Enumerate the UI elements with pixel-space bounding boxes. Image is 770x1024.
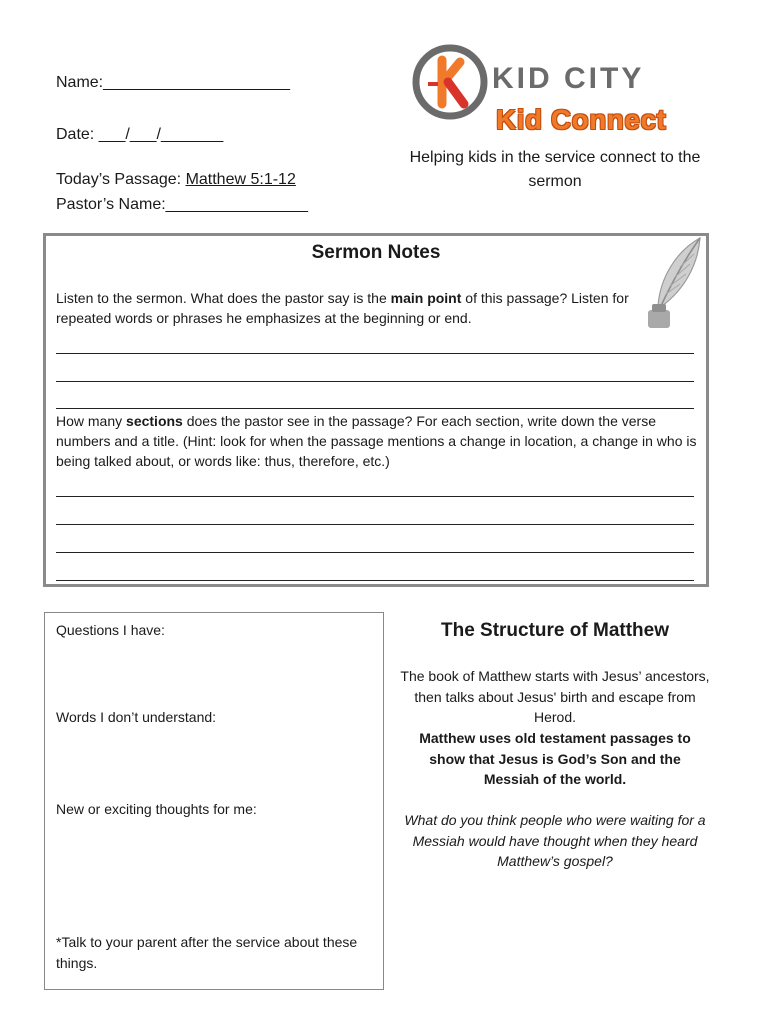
instruction-text: How many bbox=[56, 413, 127, 429]
answer-line[interactable] bbox=[56, 552, 694, 553]
parent-note: *Talk to your parent after the service about these things. bbox=[56, 934, 358, 971]
answer-line[interactable] bbox=[56, 381, 694, 382]
answer-line[interactable] bbox=[56, 496, 694, 497]
words-label: Words I don’t understand: bbox=[56, 709, 217, 725]
passage-line bbox=[56, 171, 296, 189]
quill-ink-icon bbox=[640, 234, 706, 334]
pastor-name-field[interactable]: Pastor’s Name:________________ bbox=[56, 196, 309, 213]
logo-title: KID CITY bbox=[492, 62, 645, 95]
main-point-instructions bbox=[56, 288, 646, 328]
answer-line[interactable] bbox=[56, 408, 694, 409]
date-field[interactable]: Date: ___/___/_______ bbox=[56, 126, 224, 143]
name-field[interactable]: Name:_____________________ bbox=[56, 74, 290, 91]
instruction-text: does the pastor see in the passage? For each section, write down the verse numbers and a title. (Hint: look for when the passage mentions a change in location, a change in who is being talked about, or words like: thus, therefore, etc.) bbox=[56, 413, 697, 469]
instruction-emphasis: sections bbox=[126, 413, 183, 429]
structure-emphasis-paragraph: Matthew uses old testament passages to show that Jesus is God’s Son and the Messiah of the world. bbox=[419, 730, 691, 787]
structure-question: What do you think people who were waiting for a Messiah would have thought when they heard Matthew’s gospel? bbox=[404, 812, 706, 869]
sermon-notes-box bbox=[43, 233, 709, 587]
answer-line[interactable] bbox=[56, 580, 694, 581]
structure-paragraph: The book of Matthew starts with Jesus’ ancestors, then talks about Jesus' birth and escape from Herod. bbox=[400, 668, 710, 725]
instruction-text: Listen to the sermon. What does the pastor say is the bbox=[56, 290, 391, 306]
thoughts-label: New or exciting thoughts for me: bbox=[56, 801, 257, 817]
answer-line[interactable] bbox=[56, 353, 694, 354]
logo-subtitle: Kid Connect bbox=[496, 104, 667, 135]
instruction-emphasis: main point bbox=[390, 290, 462, 306]
passage-label: Today’s Passage: bbox=[56, 171, 186, 188]
sections-instructions bbox=[56, 411, 706, 471]
logo-tagline: Helping kids in the service connect to the sermon bbox=[409, 149, 701, 190]
answer-line[interactable] bbox=[56, 524, 694, 525]
structure-title: The Structure of Matthew bbox=[440, 620, 669, 641]
instruction-text: of this passage? Listen for repeated words or phrases he emphasizes at the beginning or end. bbox=[56, 290, 629, 326]
passage-value: Matthew 5:1-12 bbox=[185, 171, 296, 188]
questions-label: Questions I have: bbox=[56, 622, 165, 638]
sermon-notes-title: Sermon Notes bbox=[311, 242, 441, 263]
